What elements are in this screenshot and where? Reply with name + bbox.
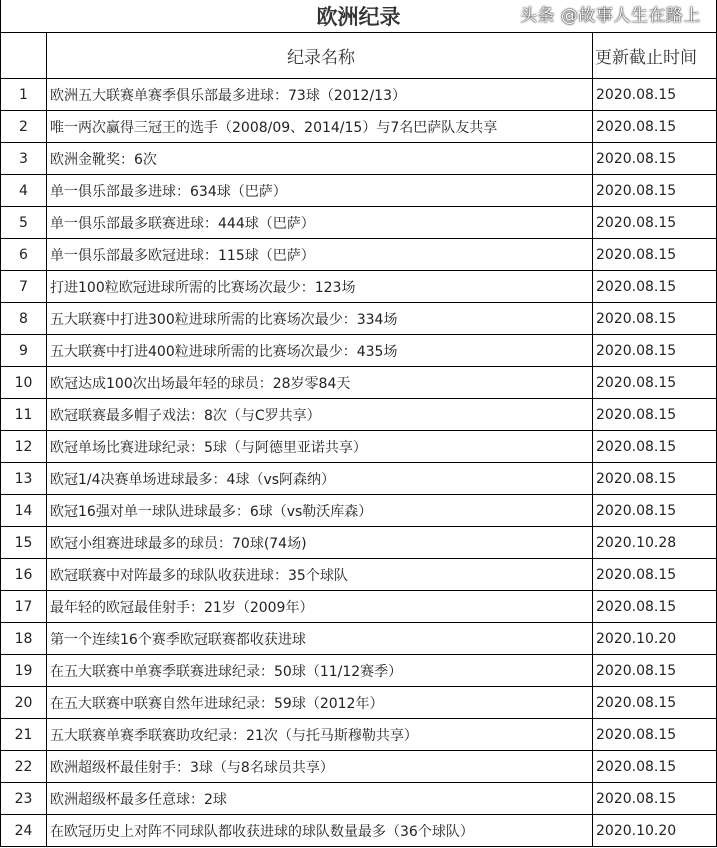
row-number: 9 — [1, 335, 47, 367]
table-row — [1, 303, 717, 335]
record-name: 欧冠小组赛进球最多的球员：70球(74场) — [47, 527, 593, 559]
record-name: 欧洲金靴奖：6次 — [47, 143, 593, 175]
record-name: 单一俱乐部最多联赛进球：444球（巴萨） — [47, 207, 593, 239]
record-name: 欧洲五大联赛单赛季俱乐部最多进球：73球（2012/13） — [47, 79, 593, 111]
update-date: 2020.10.20 — [593, 623, 717, 655]
update-date: 2020.08.15 — [593, 79, 717, 111]
record-name: 欧冠单场比赛进球纪录：5球（与阿德里亚诺共享） — [47, 431, 593, 463]
row-number: 3 — [1, 143, 47, 175]
record-name: 唯一两次赢得三冠王的选手（2008/09、2014/15）与7名巴萨队友共享 — [47, 111, 593, 143]
update-date: 2020.08.15 — [593, 719, 717, 751]
table-row — [1, 399, 717, 431]
record-name: 打进100粒欧冠进球所需的比赛场次最少：123场 — [47, 271, 593, 303]
header-record-name: 纪录名称 — [47, 33, 593, 79]
record-name: 单一俱乐部最多进球：634球（巴萨） — [47, 175, 593, 207]
table-row — [1, 623, 717, 655]
table-row — [1, 687, 717, 719]
table-row — [1, 239, 717, 271]
record-name: 五大联赛中打进400粒进球所需的比赛场次最少：435场 — [47, 335, 593, 367]
table-row — [1, 271, 717, 303]
record-name: 在欧冠历史上对阵不同球队都收获进球的球队数量最多（36个球队） — [47, 815, 593, 847]
row-number: 24 — [1, 815, 47, 847]
table-title: 欧洲纪录 — [0, 0, 717, 32]
update-date: 2020.08.15 — [593, 175, 717, 207]
update-date: 2020.08.15 — [593, 431, 717, 463]
row-number: 16 — [1, 559, 47, 591]
update-date: 2020.08.15 — [593, 399, 717, 431]
row-number: 14 — [1, 495, 47, 527]
row-number: 18 — [1, 623, 47, 655]
record-name: 五大联赛单赛季联赛助攻纪录：21次（与托马斯穆勒共享） — [47, 719, 593, 751]
update-date: 2020.08.15 — [593, 303, 717, 335]
row-number: 8 — [1, 303, 47, 335]
table-row — [1, 335, 717, 367]
update-date: 2020.08.15 — [593, 239, 717, 271]
record-name: 在五大联赛中联赛自然年进球纪录：59球（2012年） — [47, 687, 593, 719]
record-name: 欧洲超级杯最佳射手：3球（与8名球员共享） — [47, 751, 593, 783]
update-date: 2020.08.15 — [593, 335, 717, 367]
record-name: 在五大联赛中单赛季联赛进球纪录：50球（11/12赛季） — [47, 655, 593, 687]
update-date: 2020.08.15 — [593, 495, 717, 527]
row-number: 13 — [1, 463, 47, 495]
table-row — [1, 79, 717, 111]
row-number: 23 — [1, 783, 47, 815]
update-date: 2020.08.15 — [593, 367, 717, 399]
record-name: 欧冠联赛最多帽子戏法：8次（与C罗共享） — [47, 399, 593, 431]
record-name: 单一俱乐部最多欧冠进球：115球（巴萨） — [47, 239, 593, 271]
row-number: 5 — [1, 207, 47, 239]
row-number: 21 — [1, 719, 47, 751]
record-name: 欧冠联赛中对阵最多的球队收获进球：35个球队 — [47, 559, 593, 591]
update-date: 2020.08.15 — [593, 111, 717, 143]
record-name: 五大联赛中打进300粒进球所需的比赛场次最少：334场 — [47, 303, 593, 335]
update-date: 2020.08.15 — [593, 655, 717, 687]
row-number: 15 — [1, 527, 47, 559]
row-number: 6 — [1, 239, 47, 271]
table-row — [1, 751, 717, 783]
table-row — [1, 655, 717, 687]
table-row — [1, 143, 717, 175]
update-date: 2020.08.15 — [593, 591, 717, 623]
row-number: 10 — [1, 367, 47, 399]
table-row — [1, 719, 717, 751]
row-number: 4 — [1, 175, 47, 207]
record-name: 欧洲超级杯最多任意球：2球 — [47, 783, 593, 815]
update-date: 2020.08.15 — [593, 143, 717, 175]
row-number: 2 — [1, 111, 47, 143]
row-number: 7 — [1, 271, 47, 303]
records-table — [0, 32, 717, 847]
table-row — [1, 591, 717, 623]
row-number: 11 — [1, 399, 47, 431]
table-row — [1, 495, 717, 527]
table-body — [1, 79, 717, 847]
header-row — [1, 33, 717, 79]
table-row — [1, 559, 717, 591]
update-date: 2020.08.15 — [593, 687, 717, 719]
table-row — [1, 783, 717, 815]
table-row — [1, 463, 717, 495]
watermark: 头条 @故事人生在路上 — [520, 6, 701, 26]
row-number: 19 — [1, 655, 47, 687]
table-row — [1, 207, 717, 239]
update-date: 2020.10.20 — [593, 815, 717, 847]
update-date: 2020.08.15 — [593, 751, 717, 783]
update-date: 2020.08.15 — [593, 463, 717, 495]
table-row — [1, 815, 717, 847]
update-date: 2020.10.28 — [593, 527, 717, 559]
table-row — [1, 431, 717, 463]
table-row — [1, 111, 717, 143]
row-number: 1 — [1, 79, 47, 111]
record-name: 欧冠16强对单一球队进球最多：6球（vs勒沃库森） — [47, 495, 593, 527]
row-number: 17 — [1, 591, 47, 623]
header-update-date: 更新截止时间 — [593, 33, 717, 79]
table-row — [1, 367, 717, 399]
update-date: 2020.08.15 — [593, 207, 717, 239]
table-row — [1, 527, 717, 559]
record-name: 第一个连续16个赛季欧冠联赛都收获进球 — [47, 623, 593, 655]
update-date: 2020.08.15 — [593, 559, 717, 591]
row-number: 22 — [1, 751, 47, 783]
table-row — [1, 175, 717, 207]
record-name: 最年轻的欧冠最佳射手：21岁（2009年） — [47, 591, 593, 623]
record-name: 欧冠1/4决赛单场进球最多：4球（vs阿森纳） — [47, 463, 593, 495]
header-number — [1, 33, 47, 79]
update-date: 2020.08.15 — [593, 271, 717, 303]
record-name: 欧冠达成100次出场最年轻的球员：28岁零84天 — [47, 367, 593, 399]
update-date: 2020.08.15 — [593, 783, 717, 815]
row-number: 12 — [1, 431, 47, 463]
row-number: 20 — [1, 687, 47, 719]
